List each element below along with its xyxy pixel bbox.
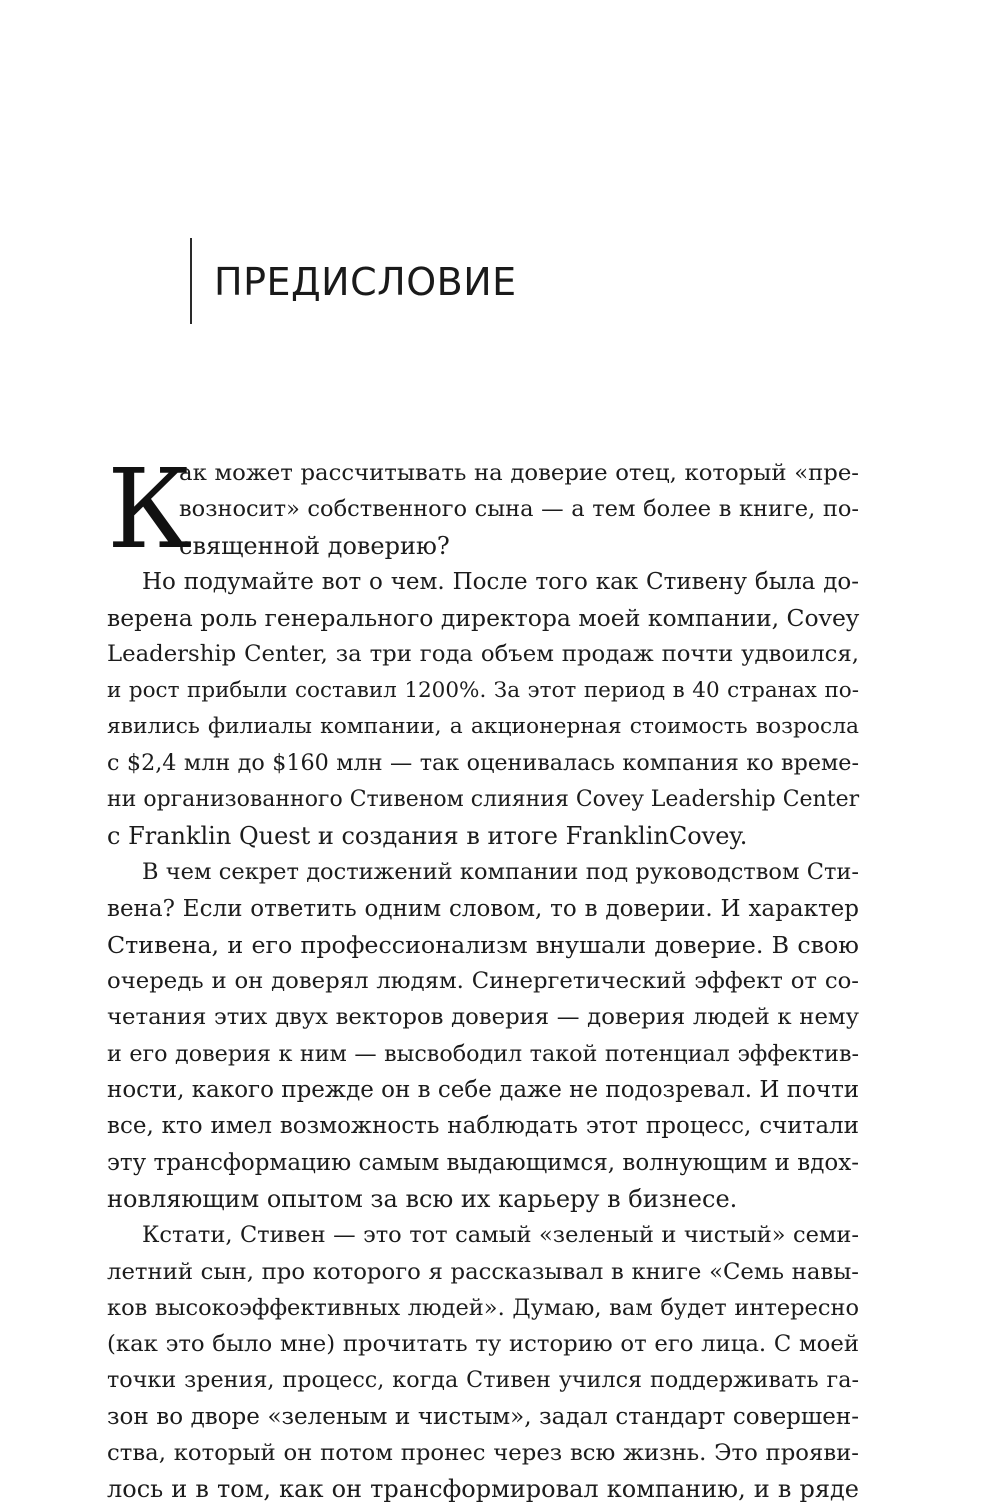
text-line: очередь и он доверял людям. Синергетический эффект от со-: [107, 968, 859, 995]
text-line: вена? Если ответить одним словом, то в доверии. И характер: [107, 895, 859, 922]
text-line: летний сын, про которого я рассказывал в книге «Семь навы-: [107, 1258, 859, 1285]
text-line: Но подумайте вот о чем. После того как Стивену была до-: [142, 568, 859, 595]
text-line: точки зрения, процесс, когда Стивен учился поддерживать га-: [107, 1367, 859, 1394]
text-line: эту трансформацию самым выдающимся, волнующим и вдох-: [107, 1149, 859, 1176]
text-line: Leadership Center, за три года объем продаж почти удвоился,: [107, 641, 859, 668]
text-line: лось и в том, как он трансформировал компанию, и в ряде: [107, 1475, 859, 1504]
text-line: Кстати, Стивен — это тот самый «зеленый и чистый» семи-: [142, 1222, 859, 1249]
text-line: явились филиалы компании, а акционерная стоимость возросла: [107, 714, 859, 740]
text-line: В чем секрет достижений компании под руководством Сти-: [142, 859, 859, 886]
text-line: (как это было мне) прочитать ту историю от его лица. С моей: [107, 1331, 859, 1358]
text-line: зон во дворе «зеленым и чистым», задал стандарт совершен-: [107, 1403, 859, 1430]
chapter-title: ПРЕДИСЛОВИЕ: [214, 260, 517, 304]
text-line: Стивена, и его профессионализм внушали доверие. В свою: [107, 930, 859, 959]
paragraph-4: [107, 1217, 859, 1507]
text-line: ак может рассчитывать на доверие отец, который «пре-: [179, 460, 859, 486]
text-line: священной доверию?: [179, 531, 450, 560]
drop-cap: К: [107, 445, 193, 573]
text-line: с Franklin Quest и создания в итоге FranklinCovey.: [107, 821, 748, 850]
text-line: и рост прибыли составил 1200%. За этот период в 40 странах по-: [107, 677, 859, 703]
text-line: возносит» собственного сына — а тем более в книге, по-: [179, 496, 859, 523]
text-line: ни организованного Стивеном слияния Covey Leadership Center: [107, 786, 860, 812]
text-line: все, кто имел возможность наблюдать этот процесс, считали: [107, 1113, 859, 1140]
paragraph-1: [107, 445, 859, 573]
text-line: ства, который он потом пронес через всю жизнь. Это прояви-: [107, 1440, 859, 1467]
text-line: и его доверия к ним — высвободил такой потенциал эффектив-: [107, 1040, 859, 1067]
text-line: ности, какого прежде он в себе даже не подозревал. И почти: [107, 1077, 860, 1104]
paragraph-3: [107, 854, 859, 1217]
text-line: верена роль генерального директора моей компании, Covey: [107, 604, 860, 633]
text-line: с $2,4 млн до $160 млн — так оценивалась компания ко време-: [107, 750, 859, 777]
chapter-title-rule: [190, 238, 192, 324]
text-line: новляющим опытом за всю их карьеру в бизнесе.: [107, 1184, 738, 1213]
paragraph-2: [107, 564, 859, 854]
text-line: четания этих двух векторов доверия — доверия людей к нему: [107, 1004, 859, 1031]
text-line: ков высокоэффективных людей». Думаю, вам будет интересно: [107, 1294, 859, 1321]
body-text: [107, 445, 860, 1508]
